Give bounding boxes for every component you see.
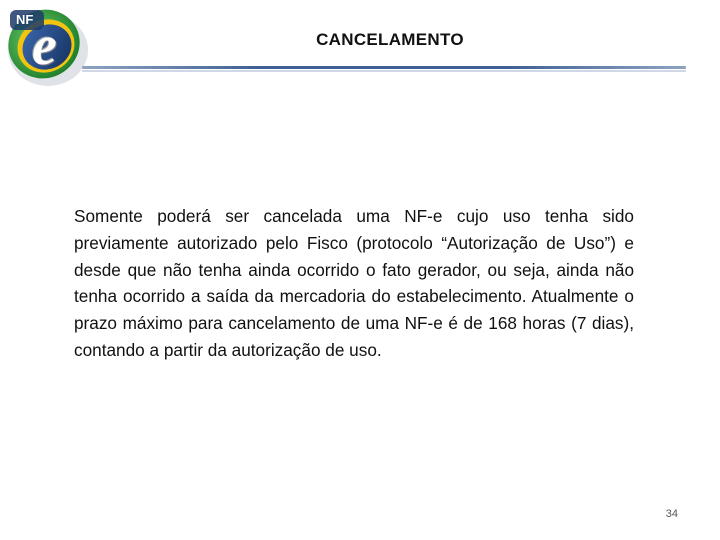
title-divider-shadow — [82, 70, 686, 72]
title-divider — [82, 66, 686, 69]
body-paragraph: Somente poderá ser cancelada uma NF-e cujo uso tenha sido previamente autorizado pelo Fisco (protocolo “Autorização de Uso”) e desde que não tenha ainda ocorrido o fato gerador, ou seja, ainda não tenha ocorrido a saída da mercadoria do estabelecimento. Atualmente o prazo máximo para cancelamento de uma NF-e é de 168 horas (7 dias), contando a partir da autorização de uso. — [74, 206, 634, 360]
logo-nf-text: NF — [16, 12, 34, 27]
nfe-logo — [4, 4, 90, 90]
logo-e-letter: e — [32, 15, 57, 77]
page-number: 34 — [665, 508, 678, 520]
slide-title: CANCELAMENTO — [316, 30, 464, 49]
